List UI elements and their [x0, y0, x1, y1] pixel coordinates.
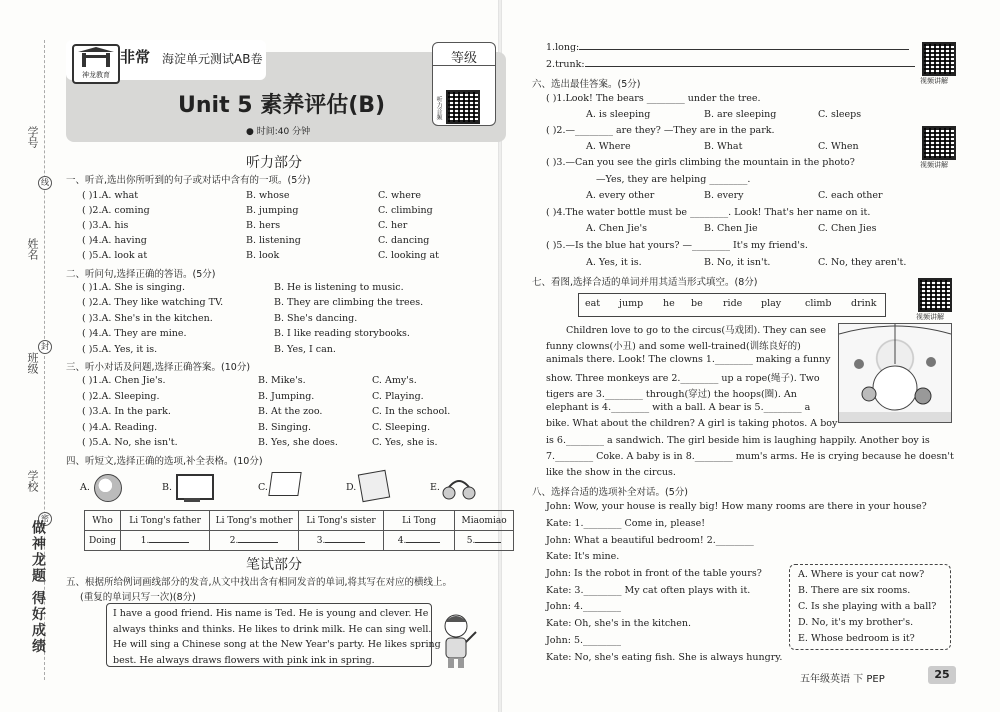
cut-circle: 线 — [38, 176, 52, 190]
tv-icon — [176, 474, 214, 500]
answer-cell[interactable] — [384, 531, 455, 551]
word-item: jump — [619, 298, 644, 309]
time-limit: ● 时间:40 分钟 — [246, 127, 311, 137]
table-cell: Li Tong's father — [121, 511, 210, 531]
s2-q3-b: B. She's dancing. — [274, 313, 358, 324]
s6-q1-c: C. sleeps — [818, 109, 862, 120]
s5-line1 — [546, 42, 909, 53]
s2-q2: ( )2.A. They like watching TV. — [82, 297, 224, 308]
seal-circle: 封 — [38, 340, 52, 354]
table-cell: Miaomiao — [455, 511, 514, 531]
audio-qr-icon[interactable] — [446, 90, 480, 124]
table-cell: Li Tong's mother — [210, 511, 299, 531]
s1-q2-c: C. climbing — [378, 205, 433, 216]
s1-q5-c: C. looking at — [378, 250, 439, 261]
time-text: 时间:40 分钟 — [256, 127, 311, 137]
painting-easel-icon — [268, 472, 301, 496]
word-item: eat — [585, 298, 601, 309]
brand-name: 非常 — [120, 48, 151, 66]
s6-q5-c: C. No, they aren't. — [818, 257, 907, 268]
listening-heading: 听力部分 — [246, 155, 302, 171]
s2-title: 二、听问句,选择正确的答语。(5分) — [66, 269, 216, 280]
s2-q2-b: B. They are climbing the trees. — [274, 297, 424, 308]
s2-q3: ( )3.A. She's in the kitchen. — [82, 313, 213, 324]
s6-q5: ( )5.—Is the blue hat yours? —________ It's my friend's. — [546, 240, 808, 251]
passage-line: I have a good friend. His name is Ted. He is young and clever. He — [113, 608, 429, 619]
video-qr-label: 视频讲解 — [920, 77, 948, 85]
s1-title: 一、听音,选出你所听到的句子或对话中含有的一项。(5分) — [66, 175, 311, 186]
s3-q1-b: B. Mike's. — [258, 375, 306, 386]
passage-line: always thinks and thinks. He likes to drink milk. He can sing well. — [113, 623, 432, 635]
s3-q4-b: B. Singing. — [258, 422, 312, 433]
option-item: C. Is she playing with a ball? — [798, 601, 937, 612]
s2-q5-b: B. Yes, I can. — [274, 344, 336, 355]
s6-title: 六、选出最佳答案。(5分) — [532, 79, 641, 90]
answer-num: 1. — [140, 535, 150, 546]
s4-title: 四、听短文,选择正确的选项,补全表格。(10分) — [66, 456, 263, 467]
passage-line: show. Three monkeys are 2.________ up a rope(绳子). Two — [546, 373, 820, 384]
passage-line: bike. What about the children? A girl is taking photos. A boy — [546, 418, 838, 429]
option-item: B. There are six rooms. — [798, 585, 911, 596]
s6-q2: ( )2.—________ are they? —They are in the park. — [546, 125, 775, 136]
s5-title: 五、根据所给例词画线部分的发音,从文中找出含有相同发音的单词,将其写在对应的横线上。 — [66, 577, 453, 588]
s6-q1-a: A. is sleeping — [586, 109, 651, 120]
s6-q3-reply: —Yes, they are helping ________. — [596, 174, 751, 185]
passage-line: 7.________ Coke. A baby is in 8.________ mum's arms. He is crying because he doesn't — [546, 451, 954, 462]
option-item: A. Where is your cat now? — [798, 569, 925, 580]
table-row — [85, 531, 514, 551]
dialog-line: Kate: Oh, she's in the kitchen. — [546, 618, 692, 629]
dialog-line: John: Wow, your house is really big! How many rooms are there in your house? — [546, 501, 927, 512]
answer-cell[interactable] — [121, 531, 210, 551]
dialog-line: John: 4.________ — [546, 601, 622, 612]
word-item: be — [691, 298, 703, 309]
s6-q2-c: C. When — [818, 141, 859, 152]
s5-line2-label: 2.trunk: — [546, 59, 585, 70]
s8-options-box — [789, 564, 951, 650]
s6-q4: ( )4.The water bottle must be ________. Look! That's her name on it. — [546, 207, 871, 218]
s2-q1-b: B. He is listening to music. — [274, 282, 404, 293]
s6-q3-b: B. every — [704, 190, 744, 201]
answer-num: 2. — [229, 535, 239, 546]
school-label: 学校 — [26, 470, 39, 492]
s1-q1: ( )1.A. what — [82, 190, 139, 201]
s1-q4-b: B. listening — [246, 235, 301, 246]
pic-a-label: A. — [80, 482, 90, 493]
answer-num: 5. — [466, 535, 476, 546]
s1-q3-b: B. hers — [246, 220, 281, 231]
name-label: 姓名 — [26, 238, 39, 260]
tv-stand — [184, 498, 200, 502]
video-qr-icon[interactable] — [918, 278, 952, 312]
passage-line: elephant is 4.________ with a ball. A bear is 5.________ a — [546, 402, 811, 413]
page-number: 25 — [928, 666, 956, 684]
slogan: 做神龙题 得好成绩 — [30, 520, 46, 655]
table-cell: Doing — [85, 531, 121, 551]
s1-q2-b: B. jumping — [246, 205, 299, 216]
s6-q4-c: C. Chen Jies — [818, 223, 877, 234]
s3-q2-b: B. Jumping. — [258, 391, 315, 402]
video-qr-label: 视频讲解 — [916, 313, 944, 321]
s3-q1: ( )1.A. Chen Jie's. — [82, 375, 166, 386]
passage-line: best. He always draws flowers with pink ink in spring. — [113, 654, 375, 666]
s5-passage — [106, 603, 441, 667]
s5-line2 — [546, 59, 915, 70]
s6-q5-a: A. Yes, it is. — [586, 257, 642, 268]
word-item: ride — [723, 298, 743, 309]
s1-q5-b: B. look — [246, 250, 280, 261]
s1-q4-c: C. dancing — [378, 235, 430, 246]
grade-label: 等级 — [433, 43, 495, 66]
brand-logo — [72, 44, 120, 84]
class-label: 班级 — [26, 352, 39, 374]
s8-title: 八、选择合适的选项补全对话。(5分) — [532, 487, 688, 498]
s3-q5-c: C. Yes, she is. — [372, 437, 438, 448]
s1-q4: ( )4.A. having — [82, 235, 147, 246]
s3-q3-c: C. In the school. — [372, 406, 451, 417]
circus-scene-icon — [839, 324, 951, 422]
s6-q3-a: A. every other — [586, 190, 655, 201]
logo-text: 神龙教育 — [82, 71, 110, 79]
s6-q5-b: B. No, it isn't. — [704, 257, 771, 268]
word-item: climb — [805, 298, 832, 309]
option-item: D. No, it's my brother's. — [798, 617, 914, 628]
s1-q1-c: C. where — [378, 190, 422, 201]
word-bank — [578, 293, 886, 317]
dialog-line: Kate: No, she's eating fish. She is always hungry. — [546, 652, 783, 663]
s3-q2-c: C. Playing. — [372, 391, 424, 402]
s3-q5-b: B. Yes, she does. — [258, 437, 338, 448]
s6-q2-a: A. Where — [586, 141, 631, 152]
s3-q1-c: C. Amy's. — [372, 375, 417, 386]
s5-line1-label: 1.long: — [546, 42, 580, 53]
dialog-line: Kate: 1.________ Come in, please! — [546, 518, 706, 529]
answer-cell[interactable] — [299, 531, 384, 551]
table-row — [85, 511, 514, 531]
passage-line: tigers are 3.________ through(穿过) the hoops(圈). An — [546, 389, 797, 400]
s6-q4-a: A. Chen Jie's — [586, 223, 648, 234]
s1-q3: ( )3.A. his — [82, 220, 129, 231]
video-qr-icon[interactable] — [922, 126, 956, 160]
s1-q5: ( )5.A. look at — [82, 250, 148, 261]
s2-q1: ( )1.A. She is singing. — [82, 282, 185, 293]
passage-line: like the show in the circus. — [546, 467, 676, 478]
headphones-icon — [442, 472, 476, 502]
dialog-line: Kate: 3.________ My cat often plays with it. — [546, 585, 751, 596]
option-item: E. Whose bedroom is it? — [798, 633, 915, 644]
video-qr-icon[interactable] — [922, 42, 956, 76]
s1-q3-c: C. her — [378, 220, 408, 231]
answer-num: 3. — [316, 535, 326, 546]
passage-line: animals there. Look! The clowns 1.________ making a funny — [546, 354, 831, 365]
book-info: 五年级英语 下 PEP — [800, 674, 885, 685]
s5-note: (重复的单词只写一次)(8分) — [80, 592, 196, 603]
s3-q4-c: C. Sleeping. — [372, 422, 431, 433]
answer-blank[interactable] — [579, 49, 909, 50]
word-item: play — [761, 298, 782, 309]
table-cell: Li Tong's sister — [299, 511, 384, 531]
s6-q3: ( )3.—Can you see the girls climbing the mountain in the photo? — [546, 157, 855, 168]
written-heading: 笔试部分 — [246, 557, 302, 573]
word-item: he — [663, 298, 675, 309]
s6-q1: ( )1.Look! The bears ________ under the tree. — [546, 93, 761, 104]
answer-num: 4. — [397, 535, 407, 546]
series-name: 海淀单元测试AB卷 — [162, 52, 263, 66]
pic-b-label: B. — [162, 482, 173, 493]
dialog-line: John: What a beautiful bedroom! 2.________ — [546, 535, 754, 546]
s2-q5: ( )5.A. Yes, it is. — [82, 344, 158, 355]
s6-q3-c: C. each other — [818, 190, 883, 201]
passage-line: funny clowns(小丑) and some well-trained(训练良好的) — [546, 341, 801, 352]
table-cell: Li Tong — [384, 511, 455, 531]
s3-q3: ( )3.A. In the park. — [82, 406, 171, 417]
circus-illustration — [838, 323, 952, 423]
audio-qr-note: 听力音频 — [435, 96, 442, 120]
ball-icon — [94, 474, 122, 502]
s2-q4-b: B. I like reading storybooks. — [274, 328, 410, 339]
secret-circle: 密 — [38, 512, 52, 526]
s3-q3-b: B. At the zoo. — [258, 406, 323, 417]
s3-q4: ( )4.A. Reading. — [82, 422, 158, 433]
dialog-line: John: Is the robot in front of the table yours? — [546, 568, 762, 579]
s1-q2: ( )2.A. coming — [82, 205, 150, 216]
student-number-label: 学号 — [26, 126, 39, 148]
s3-q5: ( )5.A. No, she isn't. — [82, 437, 178, 448]
gate-icon — [76, 46, 116, 68]
answer-cell[interactable] — [455, 531, 514, 551]
word-item: drink — [851, 298, 877, 309]
video-qr-label: 视频讲解 — [920, 161, 948, 169]
passage-line: is 6.________ a sandwich. The girl beside him is laughing happily. Another boy is — [546, 435, 930, 446]
answer-blank[interactable] — [585, 66, 915, 67]
s3-title: 三、听小对话及问题,选择正确答案。(10分) — [66, 362, 251, 373]
boy-illustration — [432, 610, 480, 670]
pic-e-label: E. — [430, 482, 440, 493]
pic-d-label: D. — [346, 482, 357, 493]
pic-c-label: C. — [258, 482, 268, 493]
storybook-icon — [358, 470, 390, 502]
s6-q4-b: B. Chen Jie — [704, 223, 758, 234]
dialog-line: Kate: It's mine. — [546, 551, 620, 562]
passage-line: He will sing a Chinese song at the New Year's party. He likes spring — [113, 639, 441, 650]
s6-q1-b: B. are sleeping — [704, 109, 777, 120]
table-cell: Who — [85, 511, 121, 531]
s6-q2-b: B. What — [704, 141, 743, 152]
s1-q1-b: B. whose — [246, 190, 290, 201]
s7-title: 七、看图,选择合适的单词并用其适当形式填空。(8分) — [532, 277, 758, 288]
dialog-line: John: 5.________ — [546, 635, 622, 646]
unit-title: Unit 5 素养评估(B) — [178, 93, 386, 118]
passage-line: Children love to go to the circus(马戏团). They can see — [566, 325, 826, 336]
answer-cell[interactable] — [210, 531, 299, 551]
activity-table — [84, 510, 514, 551]
s3-q2: ( )2.A. Sleeping. — [82, 391, 160, 402]
s2-q4: ( )4.A. They are mine. — [82, 328, 187, 339]
